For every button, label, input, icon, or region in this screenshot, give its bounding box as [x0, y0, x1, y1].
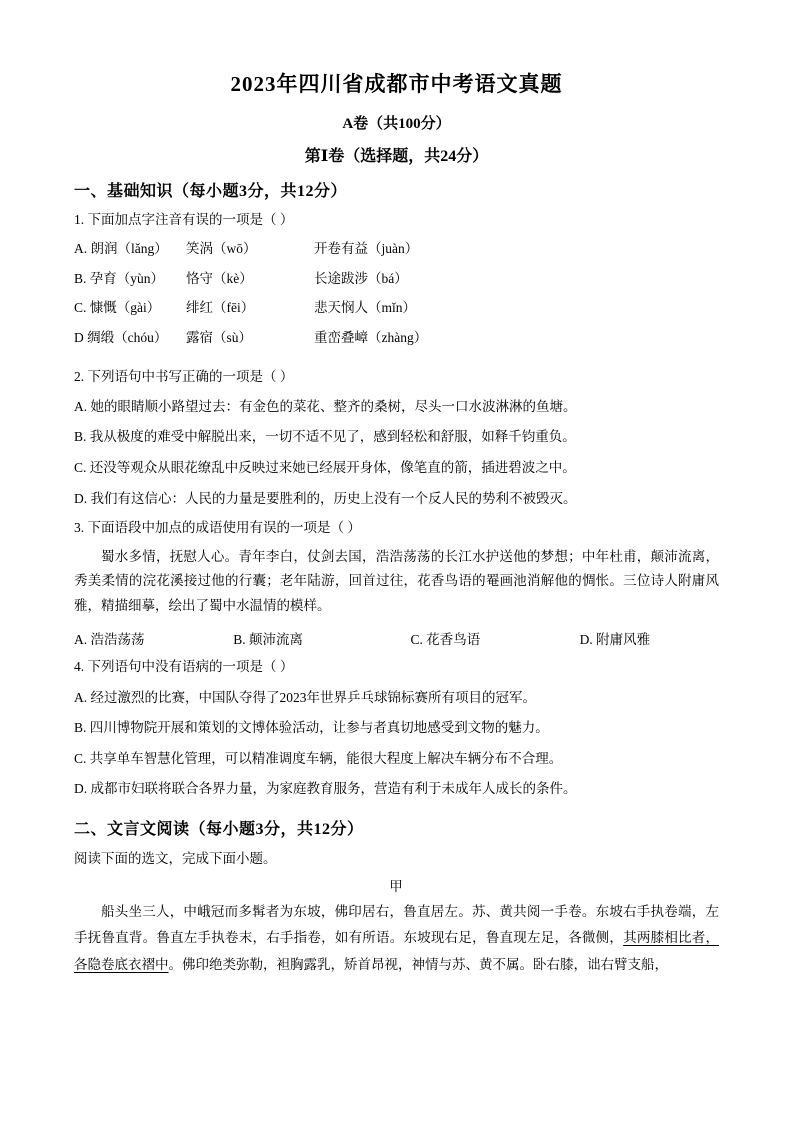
question-2-stem: 2. 下列语句中书写正确的一项是（ ）	[74, 368, 294, 384]
option-a-word1: A. 朗润（lǎng）	[74, 241, 168, 257]
question-1-option-a	[74, 238, 719, 260]
option-c-word1: C. 慷慨（gài）	[74, 300, 161, 316]
reading-passage-part1: 船头坐三人，中峨冠而多髯者为东坡，佛印居右，鲁直居左。苏、黄共阅一手卷。东坡右手执卷端，左手抚鲁直背。鲁直左手执卷末，右手指卷，如有所语。东坡现右足，鲁直现左足，各微侧，	[74, 904, 719, 946]
reading-passage	[74, 899, 719, 978]
question-4-option-c: C. 共享单车智慧化管理，可以精准调度车辆，能很大程度上解决车辆分布不合理。	[74, 750, 563, 766]
reading-lead-in: 阅读下面的选文，完成下面小题。	[74, 851, 277, 867]
part-title: 第Ⅰ卷（选择题，共24分）	[304, 148, 489, 165]
question-4-option-b: B. 四川博物院开展和策划的文博体验活动，让参与者真切地感受到文物的魅力。	[74, 720, 549, 736]
option-b-word3: 长途跋涉（bá）	[314, 270, 408, 286]
question-4-option-a: A. 经过激烈的比赛，中国队夺得了2023年世界乒乓球锦标赛所有项目的冠军。	[74, 689, 536, 705]
option-d-word3: 重峦叠嶂（zhàng）	[314, 330, 428, 346]
question-4-stem: 4. 下列语句中没有语病的一项是（ ）	[74, 659, 294, 675]
question-1-option-d	[74, 327, 719, 349]
page-title: 2023年四川省成都市中考语文真题	[230, 72, 563, 96]
question-2-option-c: C. 还没等观众从眼花缭乱中反映过来她已经展开身体，像笔直的箭，插进碧波之中。	[74, 460, 576, 476]
question-2-option-b: B. 我从极度的难受中解脱出来，一切不适不见了，感到轻松和舒服，如释千钧重负。	[74, 429, 576, 445]
option-d-word1: D 绸缎（chóu）	[74, 330, 168, 346]
section-heading-basics: 一、基础知识（每小题3分，共12分）	[74, 183, 348, 200]
section-heading-classical: 二、文言文阅读（每小题3分，共12分）	[74, 821, 364, 839]
question-1-option-b	[74, 268, 719, 290]
question-3-choice-b: B. 颠沛流离	[233, 632, 304, 648]
question-2-option-d: D. 我们有这信心：人民的力量是要胜利的，历史上没有一个反人民的势利不被毁灭。	[74, 490, 577, 506]
option-b-word2: 恪守（kè）	[186, 270, 253, 286]
option-c-word3: 悲天悯人（mǐn）	[314, 300, 417, 316]
question-1-option-c	[74, 297, 719, 319]
question-3-choice-d: D. 附庸风雅	[579, 632, 651, 648]
question-3-stem: 3. 下面语段中加点的成语使用有误的一项是（ ）	[74, 520, 361, 536]
option-a-word2: 笑涡（wō）	[186, 241, 257, 257]
option-a-word3: 开卷有益（juàn）	[314, 241, 419, 257]
question-1-stem: 1. 下面加点字注音有误的一项是（ ）	[74, 212, 294, 227]
option-d-word2: 露宿（sù）	[186, 330, 253, 346]
volume-title: A卷（共100分）	[342, 116, 451, 132]
question-3-choice-a: A. 浩浩荡荡	[74, 632, 145, 648]
question-2-option-a: A. 她的眼睛顺小路望过去：有金色的菜花、整齐的桑树，尽头一口水波淋淋的鱼塘。	[74, 398, 577, 414]
question-4-option-d: D. 成都市妇联将联合各界力量，为家庭教育服务，营造有利于未成年人成长的条件。	[74, 781, 577, 797]
reading-passage-underlined: 其两膝相比者，各隐卷底衣褶中	[74, 930, 720, 972]
reading-passage-part2: 。佛印绝类弥勒，袒胸露乳，矫首昂视，神情与苏、黄不属。卧右膝，诎右臂支船，	[168, 956, 668, 972]
reading-label: 甲	[389, 879, 404, 895]
question-3-choices	[74, 628, 719, 648]
question-3-passage: 蜀水多情，抚慰人心。青年李白，仗剑去国，浩浩荡荡的长江水护送他的梦想；中年杜甫，颠沛流离，秀美柔情的浣花溪接过他的行囊；老年陆游，回首过往，花香鸟语的罨画池消解他的惆怅。三位诗人附庸风雅，精描细摹，绘出了蜀中水温情的模样。	[74, 548, 719, 614]
question-3-choice-c: C. 花香鸟语	[410, 632, 481, 648]
option-b-word1: B. 孕育（yùn）	[74, 270, 165, 286]
option-c-word2: 绯红（fēi）	[186, 300, 255, 316]
